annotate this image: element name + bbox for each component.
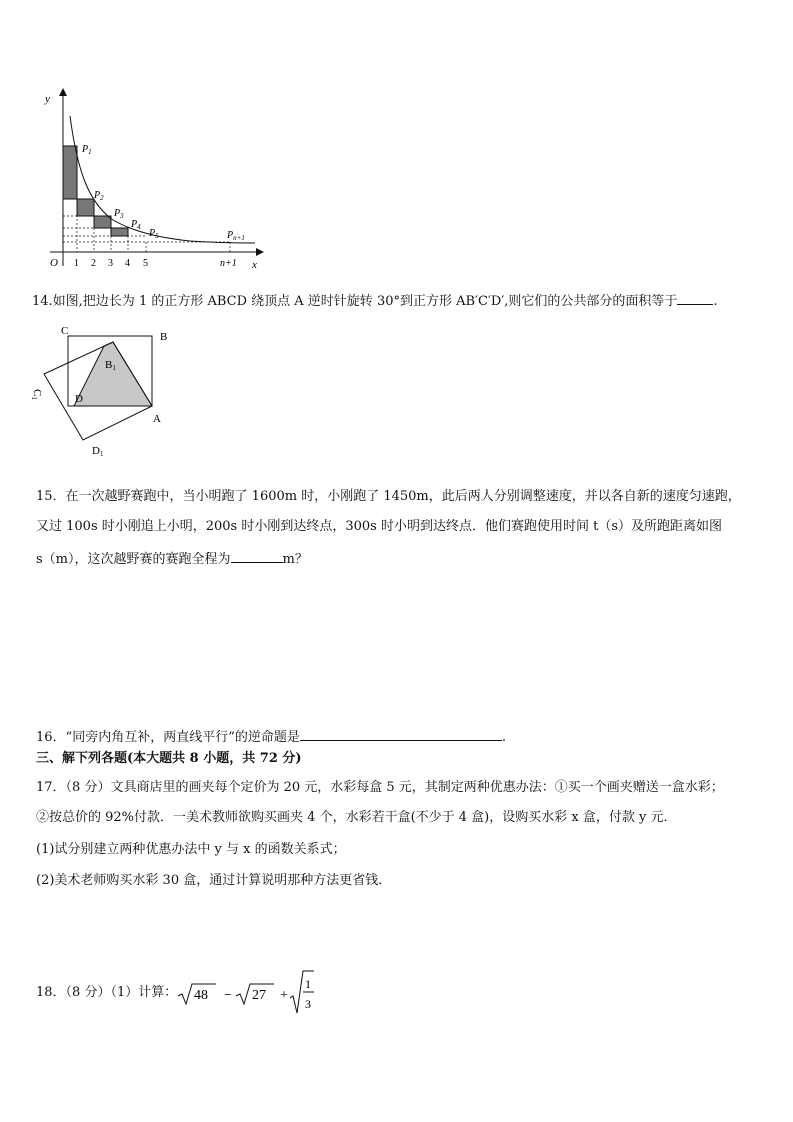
point-label-p4: $P_4$ — [131, 219, 141, 231]
shaded-rect-1 — [63, 146, 77, 199]
question-15-line-2: 又过 100s 时小刚追上小明，200s 时小刚到达终点，300s 时小明到达终点．他们赛跑使用时间 t（s）及所跑距离如图 — [36, 519, 723, 534]
vertex-label-d1: D1 — [92, 445, 104, 458]
question-17-part-2: (2)美术老师购买水彩 30 盒，通过计算说明那种方法更省钱． — [36, 873, 392, 888]
overlap-region — [74, 342, 152, 406]
question-14: 14.如图,把边长为 1 的正方形 ABCD 绕顶点 A 逆时针旋转 30°到正方形 AB′C′D′,则它们的公共部分的面积等于 . — [32, 294, 718, 309]
question-15-line-3: s（m），这次越野赛的赛跑全程为 m？ — [36, 552, 308, 567]
fraction-numerator: 1 — [305, 977, 311, 991]
point-label-p1: $P_1$ — [82, 144, 92, 156]
section-heading: 三、解下列各题(本大题共 8 小题，共 72 分) — [36, 751, 302, 766]
question-15-line-1: 15．在一次越野赛跑中，当小明跑了 1600m 时，小刚跑了 1450m，此后两人分别调整速度，并以各自新的速度匀速跑， — [36, 489, 741, 504]
point-label-p5: $P_5$ — [149, 228, 159, 240]
radicand-27: 27 — [252, 988, 266, 1003]
origin-label: O — [50, 257, 58, 269]
tick-label: 5 — [143, 258, 148, 269]
vertex-label-c1: C1 — [30, 389, 43, 400]
answer-blank-16 — [300, 728, 502, 741]
vertex-label-d: D — [75, 393, 83, 405]
shaded-rect-2 — [77, 199, 94, 216]
question-17-line-2: ②按总价的 92%付款．一美术教师欲购买画夹 4 个，水彩若干盒(不少于 4 盒)，设购买水彩 x 盒，付款 y 元． — [36, 810, 677, 825]
radicand-48: 48 — [194, 988, 208, 1003]
question-17-part-1: (1)试分别建立两种优惠办法中 y 与 x 的函数关系式； — [36, 842, 346, 857]
vertex-label-c: C — [61, 325, 69, 337]
point-label-p2: $P_2$ — [94, 190, 104, 202]
question-17-line-1: 17．（8 分）文具商店里的画夹每个定价为 20 元，水彩每盒 5 元，其制定两种优惠办法：①买一个画夹赠送一盒水彩； — [36, 780, 724, 795]
function-graph-figure — [30, 86, 270, 276]
question-16: 16．“同旁内角互补，两直线平行”的逆命题是 . — [36, 730, 506, 745]
shaded-rect-3 — [94, 216, 111, 228]
answer-blank-15 — [231, 550, 283, 563]
minus-sign: − — [224, 988, 232, 1003]
shaded-rect-4 — [111, 228, 128, 236]
point-label-p3: $P_3$ — [114, 208, 124, 220]
vertex-label-b: B — [160, 331, 168, 343]
y-axis-label: y — [45, 93, 50, 105]
rotated-square-figure — [30, 322, 180, 462]
x-axis-label: x — [252, 259, 257, 271]
radical-expression — [176, 968, 316, 1016]
tick-label: 2 — [91, 258, 96, 269]
fraction-denominator: 3 — [305, 997, 311, 1011]
tick-label: 1 — [74, 258, 79, 269]
answer-blank-14 — [677, 292, 713, 305]
tick-label: 3 — [108, 258, 113, 269]
question-18-prefix: 18．（8 分）（1）计算： — [36, 985, 178, 1000]
tick-label: n+1 — [220, 258, 237, 269]
point-label-pn1: $P_{n+1}$ — [227, 230, 245, 242]
plus-sign: + — [280, 988, 288, 1003]
tick-label: 4 — [125, 258, 130, 269]
vertex-label-a: A — [153, 413, 161, 425]
vertex-label-b1: B1 — [105, 359, 116, 372]
